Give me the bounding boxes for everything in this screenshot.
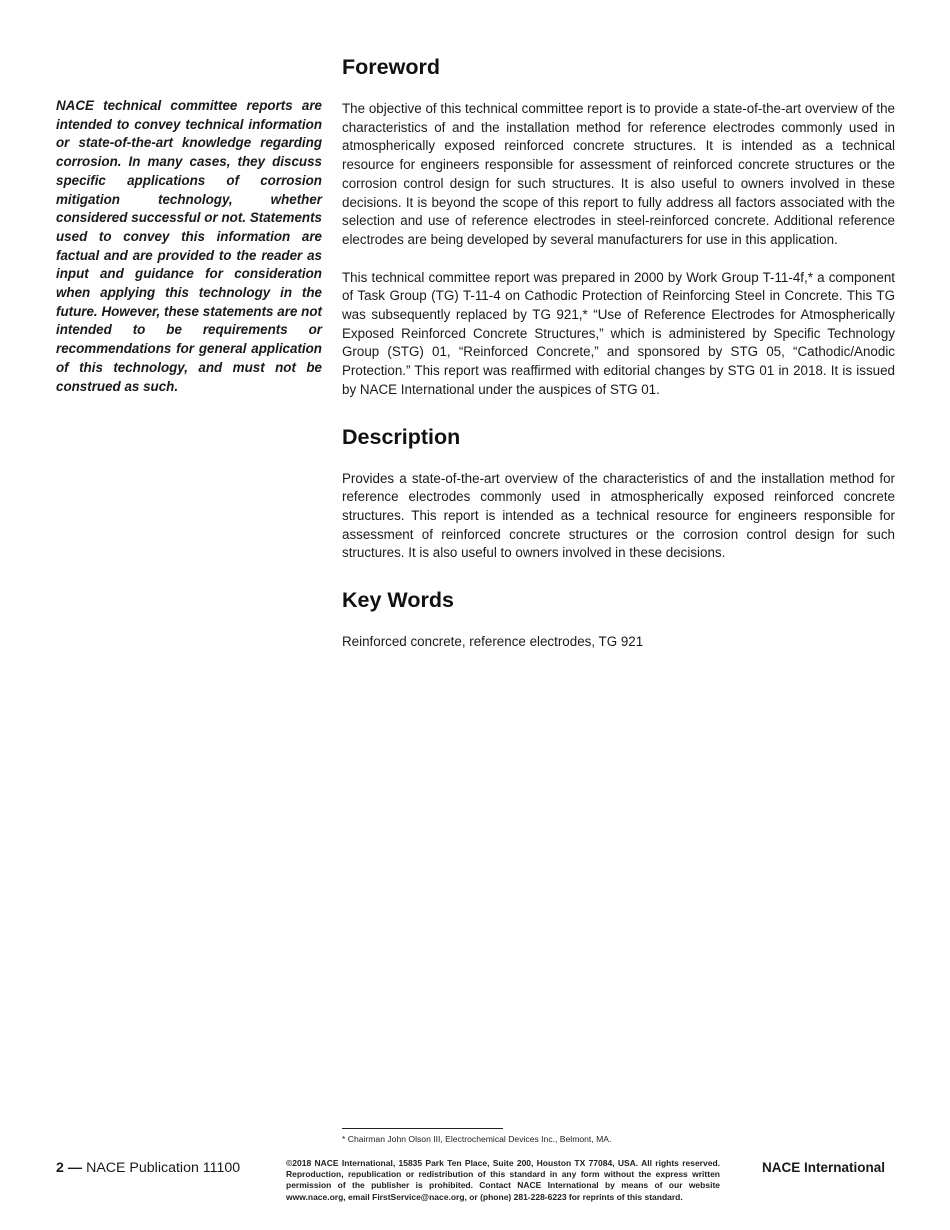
footer-separator: — [67,1160,83,1176]
key-words-section [342,585,895,652]
publication-name: NACE Publication 11100 [86,1160,241,1176]
footnote: * Chairman John Olson III, Electrochemical Devices Inc., Belmont, MA. [342,1134,612,1144]
footer-page-info [56,1160,240,1176]
main-content [342,52,895,674]
page-number: 2 [56,1160,64,1176]
description-heading: Description [342,424,461,449]
copyright-notice: ©2018 NACE International, 15835 Park Ten Place, Suite 200, Houston TX 77084, USA. All rights reserved. Reproduction, republication or redistribution of this standard in any form without the express written permission of the publisher is prohibited. Contact NACE International by means of our website www.nace.org, email FirstService@nace.org, or (phone) 281-228-6223 for reprints of this standard. [286,1158,720,1202]
description-section [342,422,895,564]
sidebar-disclaimer-note: NACE technical committee reports are intended to convey technical information or state-of-the-art knowledge regarding corrosion. In many cases, they discuss specific applications of corrosion mitigation technology, whether considered successful or not. Statements used to convey this information are factual and are provided to the reader as input and guidance for consideration when applying this technology in the future. However, these statements are not intended to be requirements or recommendations for general application of this technology, and must not be construed as such. [56,98,322,394]
foreword-paragraph: The objective of this technical committee report is to provide a state-of-the-art overview of the characteristics of and the installation method for reference electrodes commonly used in atmospherically exposed reinforced concrete structures. It is intended as a technical resource for engineers responsible for assessment of reinforced concrete structures or the corrosion control design for such structures. It is also useful to owners involved in these decisions. It is beyond the scope of this report to fully address all factors associated with the selection and use of reference electrodes in steel-reinforced concrete. Additional reference electrodes are being developed by several manufacturers for use in this application. [342,101,895,247]
footer-organization: NACE International [762,1160,886,1175]
foreword-section [342,52,895,400]
key-words-text: Reinforced concrete, reference electrodes, TG 921 [342,634,644,650]
foreword-heading: Foreword [342,55,440,79]
key-words-heading: Key Words [342,588,454,613]
description-paragraph: Provides a state-of-the-art overview of the characteristics of and the installation method for reference electrodes commonly used in atmospherically exposed reinforced concrete structures. This report is intended as a technical resource for engineers responsible for assessment of reinforced concrete structures or the corrosion control design for such structures. It is also useful to owners involved in these decisions. [342,470,895,561]
foreword-paragraph: This technical committee report was prepared in 2000 by Work Group T-11-4f,* a component of Task Group (TG) T-11-4 on Cathodic Protection of Reinforcing Steel in Concrete. This TG was subsequently replaced by TG 921,* “Use of Reference Electrodes for Atmospherically Exposed Reinforced Concrete Structures,” which is administered by Specific Technology Group (STG) 01, “Reinforced Concrete,” and sponsored by STG 05, “Cathodic/Anodic Protection.” This report was reaffirmed with editorial changes by STG 01 in 2018. It is issued by NACE International under the auspices of STG 01. [342,269,895,397]
footnote-divider [342,1128,503,1129]
